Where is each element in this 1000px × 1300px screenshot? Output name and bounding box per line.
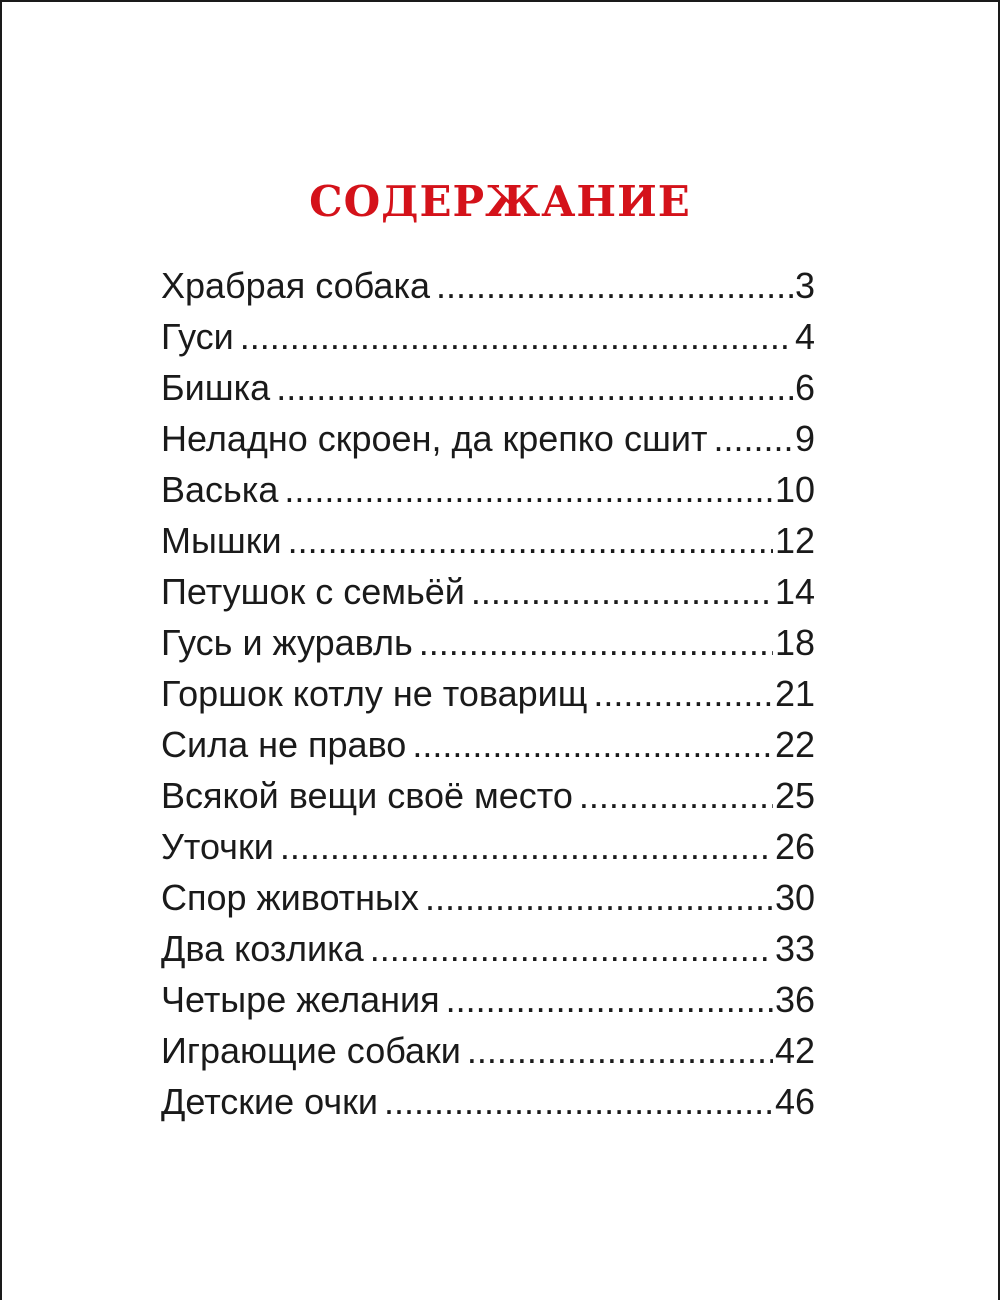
- toc-entry-title: Детские очки: [161, 1081, 379, 1122]
- toc-entry-title: Уточки: [161, 826, 274, 867]
- toc-entry-title: Бишка: [161, 367, 271, 408]
- toc-entry: [161, 872, 815, 923]
- toc-entry: [161, 821, 815, 872]
- toc-entry: [161, 311, 815, 362]
- table-of-contents: [161, 260, 815, 1127]
- toc-entry-page: 12: [774, 520, 815, 561]
- dot-leader: [467, 1025, 773, 1076]
- toc-entry-title: Четыре желания: [161, 979, 440, 1020]
- contents-title: СОДЕРЖАНИЕ: [309, 177, 691, 226]
- dot-leader: [593, 668, 773, 719]
- toc-entry: [161, 974, 815, 1025]
- toc-entry: [161, 515, 815, 566]
- toc-entry-page: 30: [774, 877, 815, 918]
- toc-entry: [161, 413, 815, 464]
- dot-leader: [419, 617, 773, 668]
- dot-leader: [280, 821, 773, 872]
- toc-entry: [161, 923, 815, 974]
- dot-leader: [446, 974, 773, 1025]
- toc-entry-page: 18: [774, 622, 815, 663]
- toc-entry-page: 4: [794, 316, 815, 357]
- toc-entry-page: 3: [794, 265, 815, 306]
- toc-entry: [161, 668, 815, 719]
- toc-entry-page: 6: [794, 367, 815, 408]
- toc-entry: [161, 362, 815, 413]
- toc-entry-title: Горшок котлу не товарищ: [161, 673, 588, 714]
- toc-entry-title: Васька: [161, 469, 279, 510]
- dot-leader: [436, 260, 793, 311]
- toc-entry-title: Петушок с семьёй: [161, 571, 465, 612]
- dot-leader: [370, 923, 773, 974]
- toc-entry-title: Два козлика: [161, 928, 364, 969]
- toc-entry-page: 42: [774, 1030, 815, 1071]
- toc-entry-page: 10: [774, 469, 815, 510]
- toc-entry-page: 26: [774, 826, 815, 867]
- dot-leader: [471, 566, 773, 617]
- toc-entry-title: Всякой вещи своё место: [161, 775, 573, 816]
- toc-entry-page: 25: [774, 775, 815, 816]
- dot-leader: [384, 1076, 773, 1127]
- toc-entry-title: Неладно скроен, да крепко сшит: [161, 418, 708, 459]
- dot-leader: [412, 719, 773, 770]
- dot-leader: [425, 872, 773, 923]
- page-edge-top: [0, 0, 1000, 2]
- dot-leader: [579, 770, 773, 821]
- toc-entry: [161, 1076, 815, 1127]
- dot-leader: [284, 464, 773, 515]
- toc-entry-page: 14: [774, 571, 815, 612]
- toc-entry-page: 21: [774, 673, 815, 714]
- toc-entry: [161, 566, 815, 617]
- toc-entry: [161, 1025, 815, 1076]
- toc-entry-page: 9: [794, 418, 815, 459]
- toc-entry-title: Храбрая собака: [161, 265, 431, 306]
- toc-entry: [161, 719, 815, 770]
- dot-leader: [713, 413, 793, 464]
- toc-entry-title: Гуси: [161, 316, 234, 357]
- toc-entry-title: Гусь и журавль: [161, 622, 413, 663]
- toc-entry-title: Спор животных: [161, 877, 419, 918]
- toc-entry: [161, 617, 815, 668]
- toc-entry: [161, 770, 815, 821]
- toc-entry: [161, 464, 815, 515]
- toc-entry-page: 46: [774, 1081, 815, 1122]
- toc-entry-page: 33: [774, 928, 815, 969]
- toc-entry-title: Мышки: [161, 520, 282, 561]
- toc-entry: [161, 260, 815, 311]
- toc-entry-page: 22: [774, 724, 815, 765]
- toc-entry-title: Сила не право: [161, 724, 407, 765]
- dot-leader: [288, 515, 773, 566]
- dot-leader: [276, 362, 793, 413]
- dot-leader: [240, 311, 793, 362]
- toc-entry-title: Играющие собаки: [161, 1030, 461, 1071]
- toc-entry-page: 36: [774, 979, 815, 1020]
